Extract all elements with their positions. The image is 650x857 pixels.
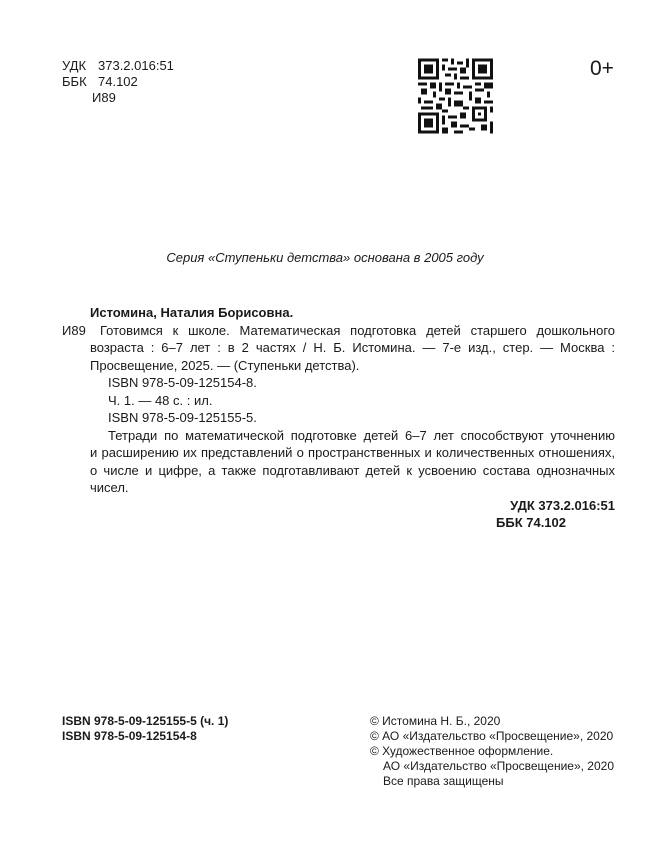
copyright-design: © Художественное оформление. xyxy=(370,744,554,758)
footer-isbn-part: ISBN 978-5-09-125155-5 (ч. 1) xyxy=(62,714,229,728)
author-mark-inline: И89 xyxy=(62,322,86,338)
isbn-part: ISBN 978-5-09-125155-5. xyxy=(108,410,257,425)
age-rating: 0+ xyxy=(590,57,614,80)
part-info: Ч. 1. — 48 с. : ил. xyxy=(108,392,213,408)
title-line-3: Просвещение, 2025. — (Ступеньки детства). xyxy=(90,357,360,373)
footer-isbn-set: ISBN 978-5-09-125154-8 xyxy=(62,729,197,743)
title-text-1: Готовимся к школе. Математическая подготовка детей старшего дошкольного xyxy=(100,322,615,338)
annotation-line-1: Тетради по математической подготовке детей 6–7 лет способствуют уточнению xyxy=(108,427,615,443)
copyright-author: © Истомина Н. Б., 2020 xyxy=(370,714,501,728)
udk-label: УДК xyxy=(62,58,87,73)
title-line-2: возраста : 6–7 лет : в 2 частях / Н. Б. Истомина. — 7-е изд., стер. — Москва : xyxy=(90,340,615,355)
annotation-line-2: и расширению их представлений о пространственных и количественных отношениях, xyxy=(90,445,615,460)
udk-value: 373.2.016:51 xyxy=(98,58,174,73)
classification-codes xyxy=(62,58,174,106)
isbn-set: ISBN 978-5-09-125154-8. xyxy=(108,375,257,390)
bbk-label: ББК xyxy=(62,74,87,89)
copyright-publisher: © АО «Издательство «Просвещение», 2020 xyxy=(370,729,614,743)
entry-bbk-text: ББК 74.102 xyxy=(496,515,566,530)
copyright-block xyxy=(370,714,614,789)
qr-code-icon xyxy=(418,58,493,134)
author-mark: И89 xyxy=(92,90,116,105)
bibliographic-entry xyxy=(62,304,615,532)
title-line-1 xyxy=(62,322,615,340)
udk-row xyxy=(62,58,174,74)
bbk-value: 74.102 xyxy=(98,74,138,89)
rights-reserved: Все права защищены xyxy=(383,774,504,788)
annotation-line-3: о числе и цифре, а также подготавливают детей к усвоению состава однозначных чисел. xyxy=(90,462,615,495)
entry-udk: УДК 373.2.016:51 xyxy=(510,497,615,513)
bbk-row xyxy=(62,74,174,90)
series-note: Серия «Ступеньки детства» основана в 2005 году xyxy=(166,250,484,265)
author-mark-row xyxy=(62,90,174,106)
copyright-design-publisher: АО «Издательство «Просвещение», 2020 xyxy=(383,759,615,773)
entry-bbk xyxy=(62,514,615,532)
footer-isbn xyxy=(62,714,228,744)
author-name: Истомина, Наталия Борисовна. xyxy=(90,305,294,320)
